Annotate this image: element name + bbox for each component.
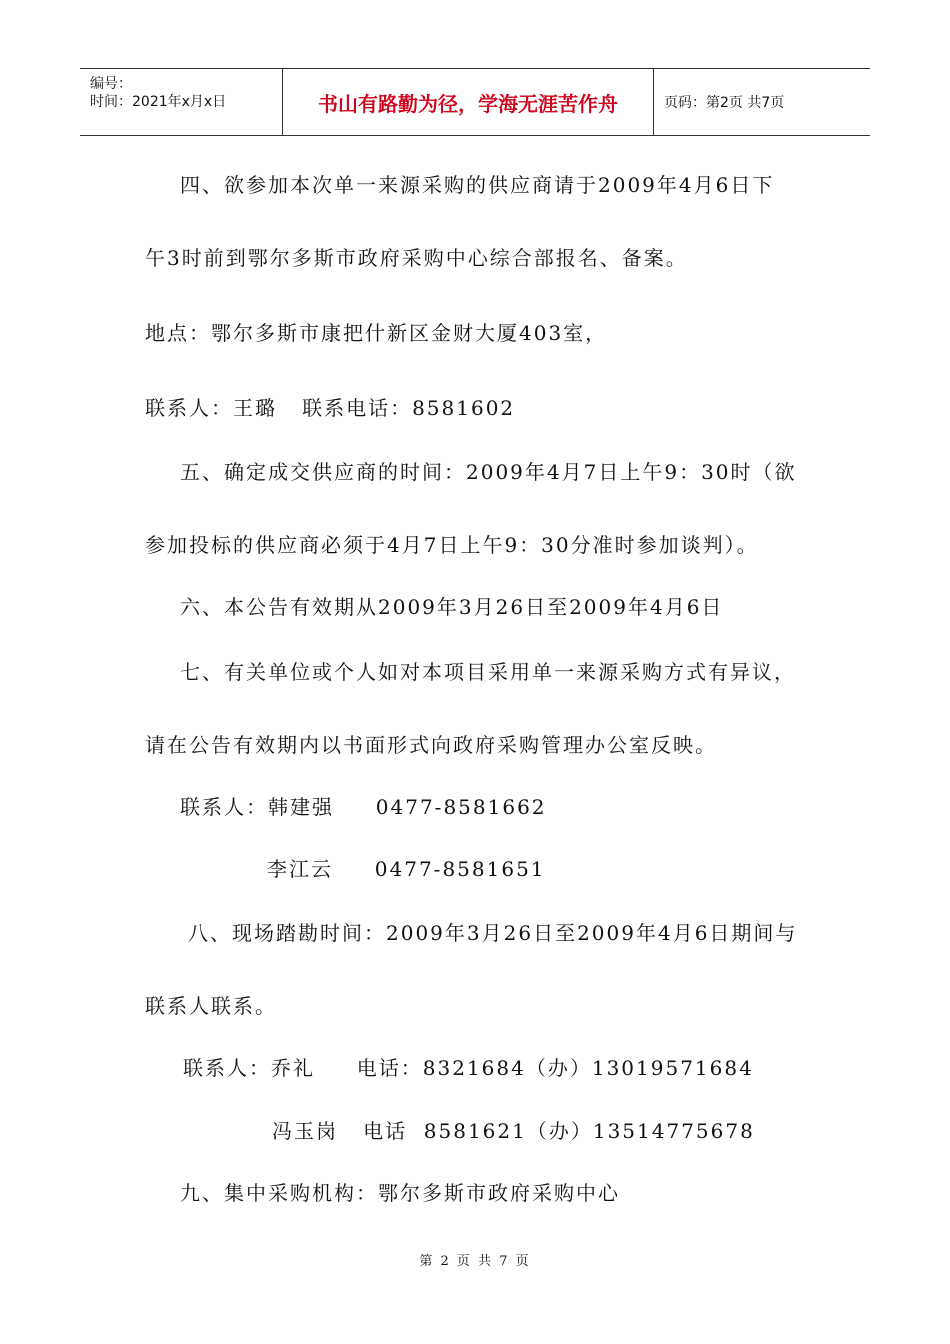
header-motto: 书山有路勤为径，学海无涯苦作舟 [283, 69, 654, 135]
header-meta-cell [80, 69, 283, 135]
contact-line-4: 联系人：乔礼 电话：8321684（办）13019571684 [183, 1056, 754, 1080]
date-label: 时间：2021年x月x日 [90, 94, 227, 110]
page-footer: 第 2 页 共 7 页 [419, 1254, 531, 1269]
paragraph-8-line-2: 联系人联系。 [145, 994, 277, 1018]
paragraph-5-line-1: 五、确定成交供应商的时间：2009年4月7日上午9：30时（欲 [180, 460, 797, 484]
contact-line-5: 冯玉岗 电话 8581621（办）13514775678 [272, 1119, 755, 1143]
location-line: 地点：鄂尔多斯市康把什新区金财大厦403室， [145, 321, 608, 345]
header-page-info: 页码：第2页 共7页 [664, 95, 785, 111]
paragraph-5-line-2: 参加投标的供应商必须于4月7日上午9：30分准时参加谈判）。 [145, 533, 759, 557]
paragraph-4-line-1: 四、欲参加本次单一来源采购的供应商请于2009年4月6日下 [180, 173, 775, 197]
paragraph-6: 六、本公告有效期从2009年3月26日至2009年4月6日 [180, 595, 724, 619]
page-header [80, 68, 870, 136]
paragraph-7-line-2: 请在公告有效期内以书面形式向政府采购管理办公室反映。 [145, 733, 717, 757]
contact-line-3: 李江云 0477-8581651 [267, 857, 546, 881]
number-label: 编号： [90, 76, 132, 92]
contact-line-2: 联系人：韩建强 0477-8581662 [180, 795, 547, 819]
contact-line-1: 联系人：王璐 联系电话：8581602 [145, 396, 516, 420]
paragraph-8-line-1: 八、现场踏勘时间：2009年3月26日至2009年4月6日期间与 [188, 921, 798, 945]
paragraph-7-line-1: 七、有关单位或个人如对本项目采用单一来源采购方式有异议， [180, 660, 796, 684]
paragraph-9: 九、集中采购机构：鄂尔多斯市政府采购中心 [180, 1181, 620, 1205]
paragraph-4-line-2: 午3时前到鄂尔多斯市政府采购中心综合部报名、备案。 [145, 246, 688, 270]
